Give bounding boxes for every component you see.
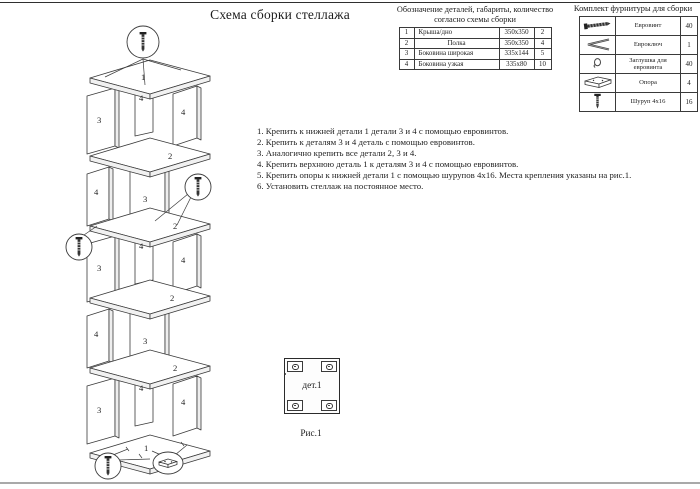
figure-detail-1 xyxy=(284,358,340,414)
euro-screw-icon xyxy=(580,17,616,36)
part-label-2: 2 xyxy=(173,363,178,373)
callout-wood-screw xyxy=(95,453,121,479)
table-row xyxy=(580,36,698,55)
screw-hole-icon xyxy=(292,364,299,371)
part-size: 350x350 xyxy=(499,28,534,39)
part-label-4: 4 xyxy=(181,397,186,407)
callout-euro-screw-top xyxy=(127,26,159,58)
mounting-plate xyxy=(321,361,337,372)
callout-euro-screw-right xyxy=(185,174,211,200)
hardware-name: Заглушка для евровинта xyxy=(616,55,681,74)
hardware-table xyxy=(579,16,698,112)
wood-screw-icon xyxy=(580,93,616,112)
part-label-2: 2 xyxy=(173,221,178,231)
table-row xyxy=(580,93,698,112)
part-label-4: 4 xyxy=(139,241,144,251)
instruction-step: 3. Аналогично крепить все детали 2, 3 и 4. xyxy=(257,147,417,158)
hex-key-icon xyxy=(580,36,616,55)
part-num: 3 xyxy=(399,49,414,60)
screw-hole-icon xyxy=(326,403,333,410)
screw-hole-icon xyxy=(326,364,333,371)
instruction-step: 1. Крепить к нижней детали 1 детали 3 и 4 с помощью евровинтов. xyxy=(257,126,509,136)
instruction-step: 4. Крепить верхнюю деталь 1 к деталям 3 и 4 с помощью евровинтов. xyxy=(257,158,519,169)
parts-table xyxy=(399,27,552,70)
part-qty: 10 xyxy=(534,59,551,70)
part-label-3: 3 xyxy=(97,115,102,125)
assembly-diagram xyxy=(35,15,250,485)
panel-edge xyxy=(197,234,201,288)
part-label-1: 1 xyxy=(144,443,149,453)
part-num: 2 xyxy=(399,38,414,49)
hardware-qty: 16 xyxy=(681,93,698,112)
callout-euro-screw-left xyxy=(66,234,92,260)
part-size: 335x144 xyxy=(499,49,534,60)
part-label-4: 4 xyxy=(181,107,186,117)
page-top-rule xyxy=(0,2,700,3)
table-row xyxy=(580,55,698,74)
panel-edge xyxy=(115,88,119,148)
panel-edge xyxy=(109,309,113,363)
edge-dot xyxy=(284,373,286,375)
part-label-1: 1 xyxy=(141,72,146,82)
part-label-3: 3 xyxy=(143,194,148,204)
hardware-name: Евровинт xyxy=(616,17,681,36)
part-name: Боковина широкая xyxy=(414,49,499,60)
plug-icon xyxy=(580,55,616,74)
hardware-qty: 40 xyxy=(681,17,698,36)
page-bottom-rule xyxy=(0,482,700,484)
hardware-qty: 1 xyxy=(681,36,698,55)
parts-table-title-line2: согласно схемы сборки xyxy=(434,14,516,24)
panel-edge xyxy=(197,86,201,140)
part-size: 335x80 xyxy=(499,59,534,70)
parts-table-block xyxy=(378,5,572,70)
part-label-2: 2 xyxy=(170,293,175,303)
part-label-4: 4 xyxy=(94,187,99,197)
instruction-step: 5. Крепить опоры к нижней детали 1 с помощью шурупов 4x16. Места крепления указаны на рис.1. xyxy=(257,169,632,180)
table-row xyxy=(399,28,551,39)
hardware-qty: 4 xyxy=(681,74,698,93)
part-label-4: 4 xyxy=(181,255,186,265)
hardware-qty: 40 xyxy=(681,55,698,74)
part-label-3: 3 xyxy=(97,405,102,415)
mounting-plate xyxy=(321,400,337,411)
figure-caption: Рис.1 xyxy=(300,429,322,439)
hardware-table-block xyxy=(568,4,698,112)
part-name: Крыша/дно xyxy=(414,28,499,39)
table-row xyxy=(580,74,698,93)
hardware-table-title: Комплект фурнитуры для сборки xyxy=(573,4,693,13)
part-qty: 2 xyxy=(534,28,551,39)
part-qty: 4 xyxy=(534,38,551,49)
table-row xyxy=(580,17,698,36)
part-name: Полка xyxy=(414,38,499,49)
part-num: 4 xyxy=(399,59,414,70)
hardware-name: Опора xyxy=(616,74,681,93)
part-name: Боковина узкая xyxy=(414,59,499,70)
panel-edge xyxy=(115,378,119,438)
mounting-plate xyxy=(287,361,303,372)
support-foot-icon xyxy=(580,74,616,93)
page-title: Схема сборки стеллажа xyxy=(210,7,350,22)
hardware-name: Шуруп 4x16 xyxy=(616,93,681,112)
part-label-3: 3 xyxy=(143,336,148,346)
instructions-list xyxy=(257,126,697,191)
figure-part-label: дет.1 xyxy=(302,381,322,391)
panel-edge xyxy=(115,236,119,296)
part-label-3: 3 xyxy=(97,263,102,273)
table-row xyxy=(399,59,551,70)
part-label-4: 4 xyxy=(139,383,144,393)
part-qty: 5 xyxy=(534,49,551,60)
part-label-4: 4 xyxy=(94,329,99,339)
panel-edge xyxy=(109,167,113,221)
part-label-4: 4 xyxy=(139,93,144,103)
part-size: 350x350 xyxy=(499,38,534,49)
table-row xyxy=(399,38,551,49)
panel-edge xyxy=(197,376,201,430)
screw-hole-icon xyxy=(292,403,299,410)
instruction-step: 2. Крепить к деталям 3 и 4 деталь с помощью евровинтов. xyxy=(257,136,475,147)
callout-support-foot xyxy=(153,452,183,474)
instruction-step: 6. Установить стеллаж на постоянное место. xyxy=(257,180,424,191)
part-num: 1 xyxy=(399,28,414,39)
parts-table-title-line1: Обозначение деталей, габариты, количество xyxy=(396,5,554,14)
mounting-plate xyxy=(287,400,303,411)
table-row xyxy=(399,49,551,60)
hardware-name: Евроключ xyxy=(616,36,681,55)
part-label-2: 2 xyxy=(168,151,173,161)
